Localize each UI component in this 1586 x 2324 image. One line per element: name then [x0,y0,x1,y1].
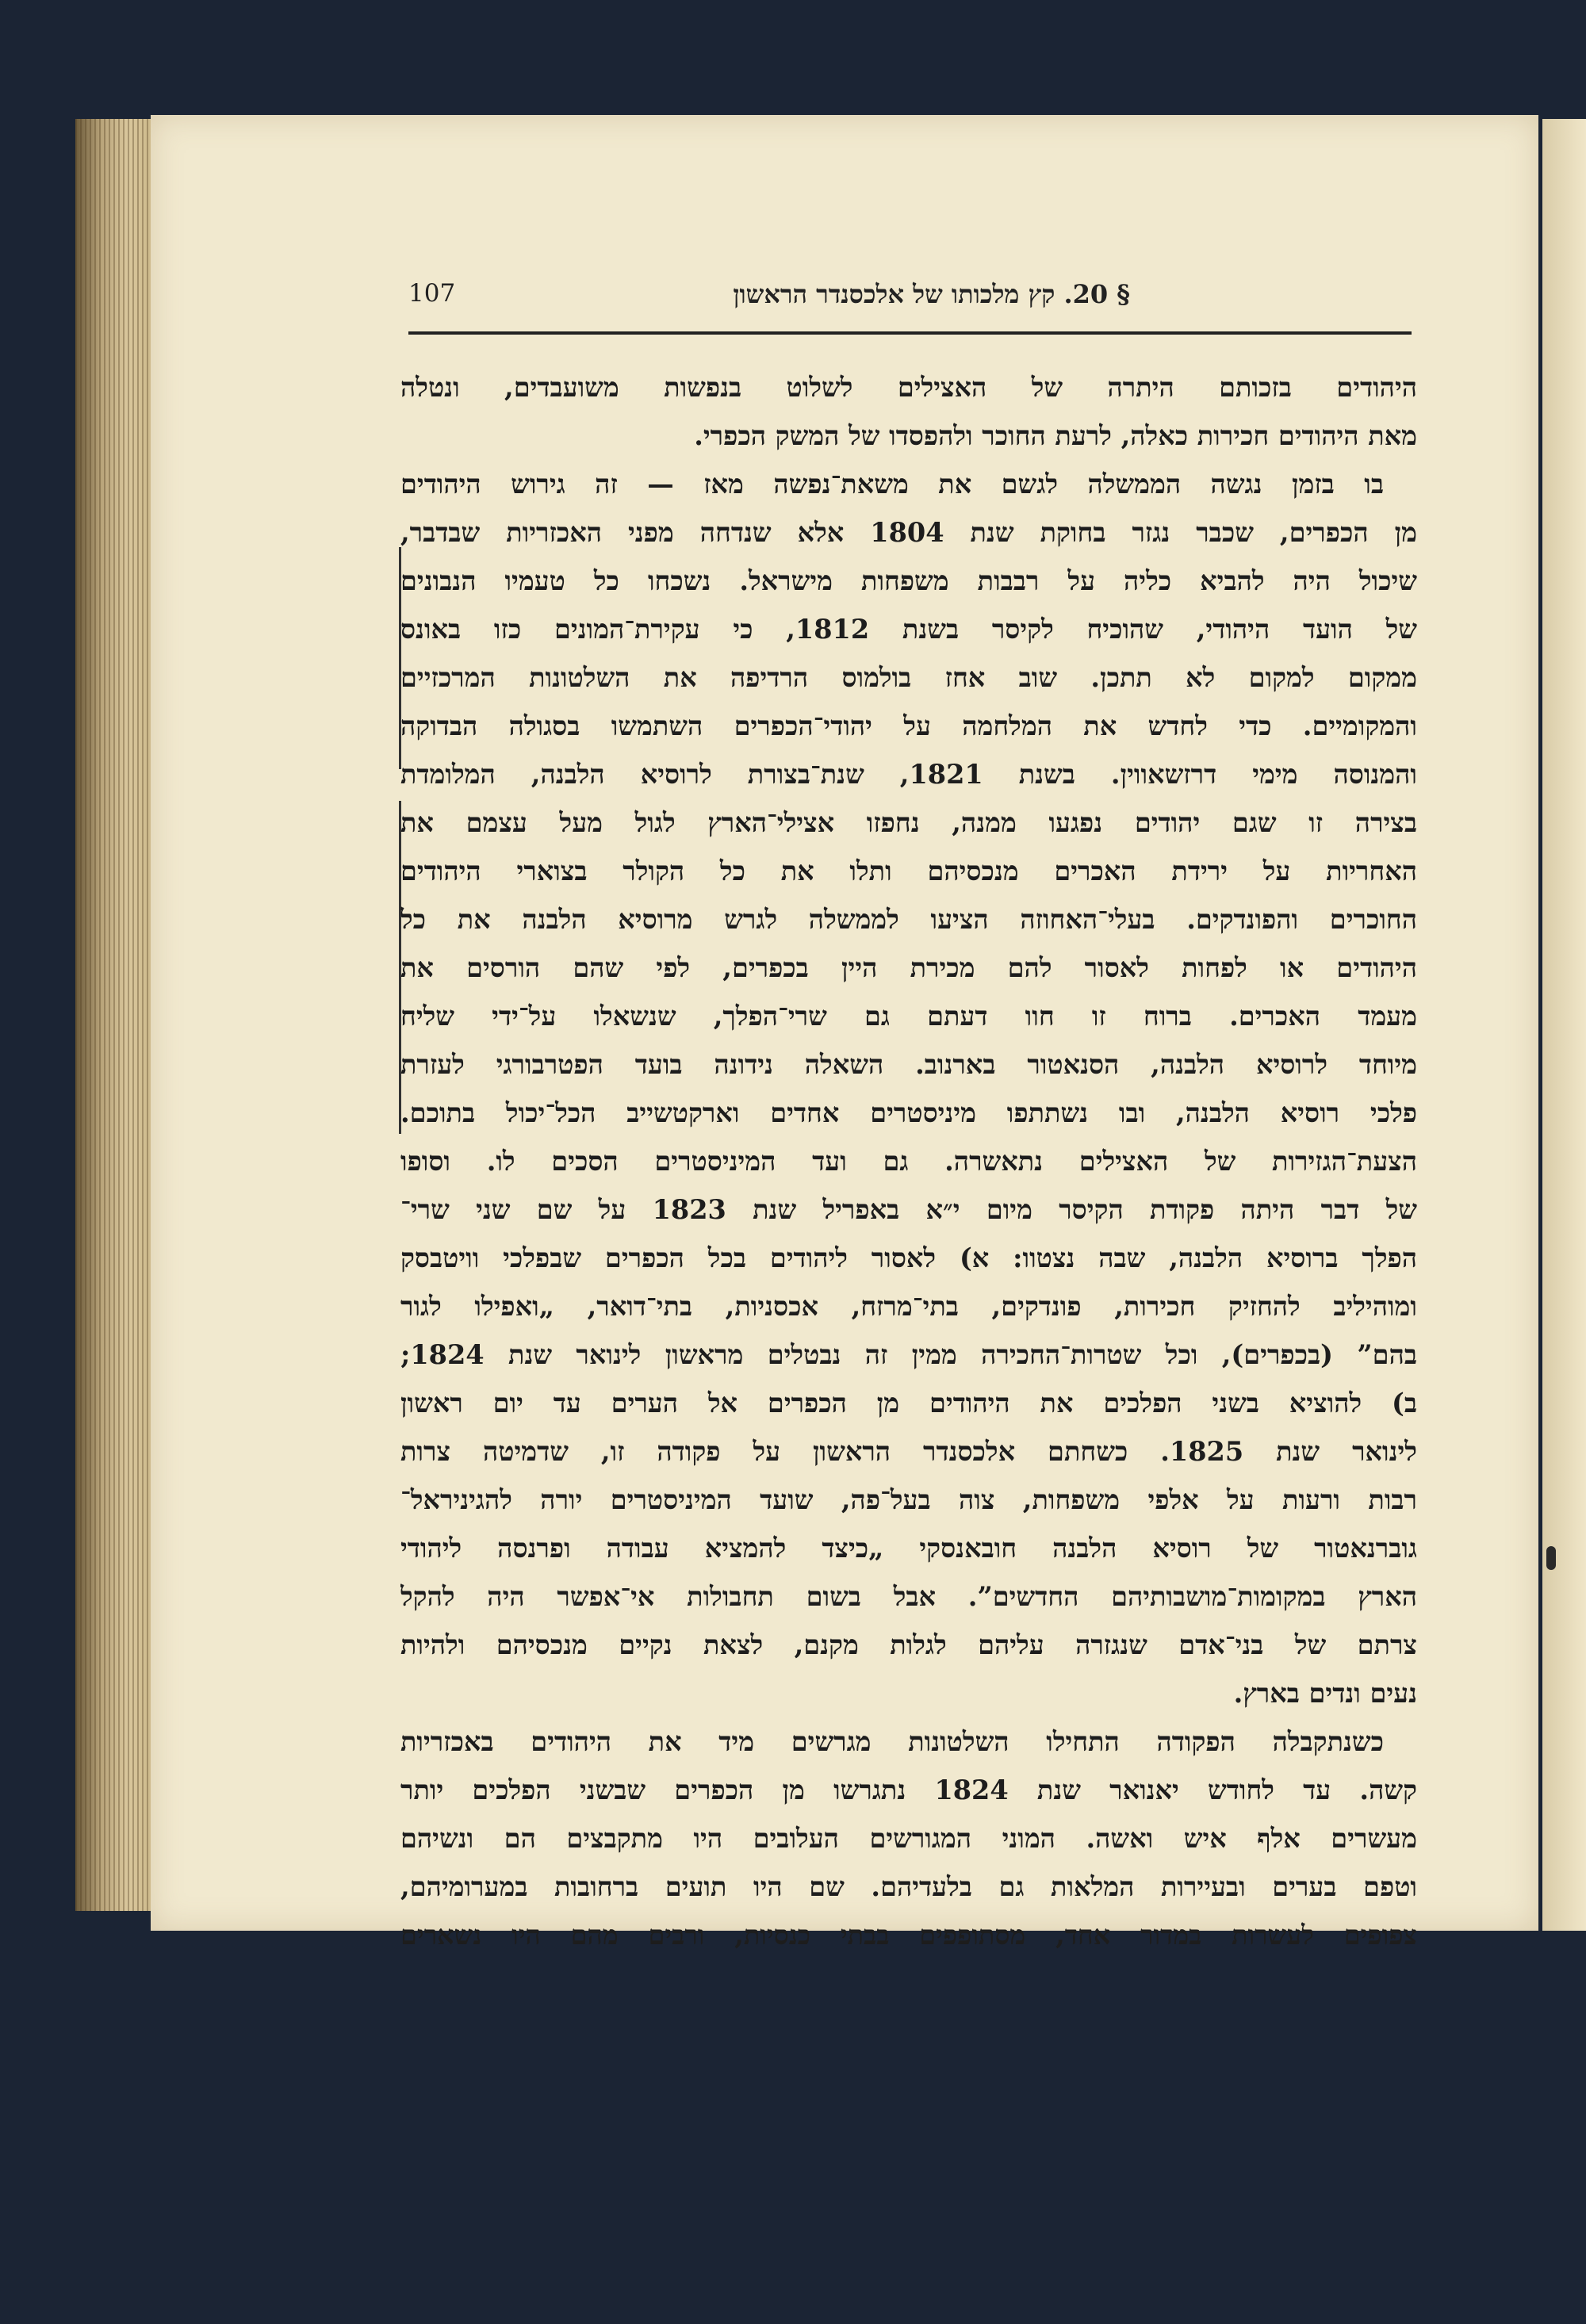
text-line: היהודים או לפחות לאסור להם מכירת היין בכפרים, לפי שהם הורסים את [400,952,1417,983]
text-line: והמקומיים. כדי לחדש את המלחמה על יהודי־הכפרים השתמשו בסגולה הבדוקה [400,710,1417,741]
adjacent-page-edge [1542,119,1586,1931]
text-line: מן הכפרים, שכבר נגזר בחוקת שנת 1804 אלא שנדחה מפני האכזריות שבדבר, [400,517,1417,548]
text-line: גוברנאטור של רוסיא הלבנה חובאנסקי „כיצד להמציא עבודה ופרנסה ליהודי [400,1533,1417,1564]
page-edge-lines [75,119,163,1911]
text-line: נעים ונדים בארץ. [1233,1678,1417,1709]
text-line: מעמד האכרים. ברוח זו חוו דעתם גם שרי־הפלך, שנשאלו על־ידי שליח [400,1001,1417,1032]
text-line: בו בזמן נגשה הממשלה לגשם את משאת־נפשה מאז — זה גירוש היהודים [400,469,1384,500]
text-line: וטפם בערים ובעיירות המלאות גם בלעדיהם. שם היו תועים ברחובות במערומיהם, [400,1871,1417,1902]
text-line: מאת היהודים חכירות כאלה, לרעת החוכר ולהפסדו של המשק הכפרי. [694,420,1417,451]
text-line: האחריות על ירידת האכרים מנכסיהם ותלו את כל הקולר בצוארי היהודים [400,856,1417,886]
text-line: רבות ורעות על אלפי משפחות, צוה בעל־פה, שועד המיניסטרים יורה להגיניראל־ [400,1484,1417,1515]
text-line: ב) להוציא בשני הפלכים את היהודים מן הכפרים אל הערים עד יום ראשון [400,1388,1417,1419]
text-line: צרתם של בני־אדם שנגזרה עליהם לגלות מקנם, לצאת נקיים מנכסיהם ולהיות [400,1629,1417,1660]
text-line: והמנוסה מימי דרזשאווין. בשנת 1821, שנת־בצורת לרוסיא הלבנה, המלומדת [400,759,1417,790]
text-line: פלכי רוסיא הלבנה, ובו נשתתפו מיניסטרים אחדים וארקטשייב הכל־יכול בתוכם. [400,1097,1417,1128]
running-head: § 20. קץ מלכותו של אלכסנדר הראשון [733,279,1130,309]
page-stain [1546,1546,1556,1570]
text-line: של דבר היתה פקודת הקיסר מיום י״א באפריל שנת 1823 על שם שני שרי־ [400,1194,1417,1225]
text-line: בצירה זו שגם יהודים נפגעו ממנה, נחפזו אצילי־הארץ לגול מעל עצמם את [400,807,1417,838]
text-line: הארץ במקומות־מושבותיהם החדשים”. אבל בשום תחבולות אי־אפשר היה להקל [400,1581,1417,1612]
text-line: כשנתקבלה הפקודה התחילו השלטונות מגרשים מיד את היהודים באכזריות [400,1726,1384,1757]
text-line: מיוחד לרוסיא הלבנה, הסנאטור בארנוב. השאלה נידונה בועד הפטרבורגי לעזרת [400,1049,1417,1080]
text-line: קשה. עד לחודש יאנואר שנת 1824 נתגרשו מן הכפרים שבשני הפלכים יותר [400,1775,1417,1805]
text-line: לינואר שנת 1825. כשחתם אלכסנדר הראשון על פקודה זו, שדמיטה צרות [400,1436,1417,1467]
text-line: של הועד היהודי, שהוכיח לקיסר בשנת 1812, כי עקירת־המונים כזו באונס [400,614,1417,645]
body-text [400,363,1417,1959]
text-line: ממקום למקום לא תתכן. שוב אחז בולמוס הרדיפה את השלטונות המרכזיים [400,662,1417,693]
text-line: שיכול היה להביא כליה על רבבות משפחות מישראל. נשכחו כל טעמיו הנבונים [400,565,1417,596]
text-line: החוכרים והפונדקים. בעלי־האחוזה הציעו לממשלה לגרש מרוסיא הלבנה את כל [400,904,1417,935]
page-number: 107 [408,279,456,308]
book-page-edges [75,119,163,1911]
text-line: היהודים בזכותם היתרה של האצילים לשלוט בנפשות משועבדים, ונטלה [400,372,1417,403]
text-line: הצעת־הגזירות של האצילים נתאשרה. גם ועד המיניסטרים הסכים לו. וסופו [400,1146,1417,1177]
text-line: הפלך ברוסיא הלבנה, שבה נצטוו: א) לאסור ליהודים בכל הכפרים שבפלכי וויטבסק [400,1242,1417,1273]
header-rule [408,331,1412,335]
text-line: צפופים לעשרות במדור אחד, מסתופפים בבתי כנסיות, ורבים מהם היו נשארים [400,1920,1417,1951]
text-line: בהם” (בכפרים), וכל שטרות־החכירה ממין זה נבטלים מראשון לינואר שנת 1824; [400,1339,1417,1370]
text-line: ומוהיליב להחזיק חכירות, פונדקים, בתי־מרזח, אכסניות, בתי־דואר, „ואפילו לגור [400,1291,1417,1322]
text-line: מעשרים אלף איש ואשה. המוני המגורשים העלובים היו מתקבצים הם ונשיהם [400,1823,1417,1854]
